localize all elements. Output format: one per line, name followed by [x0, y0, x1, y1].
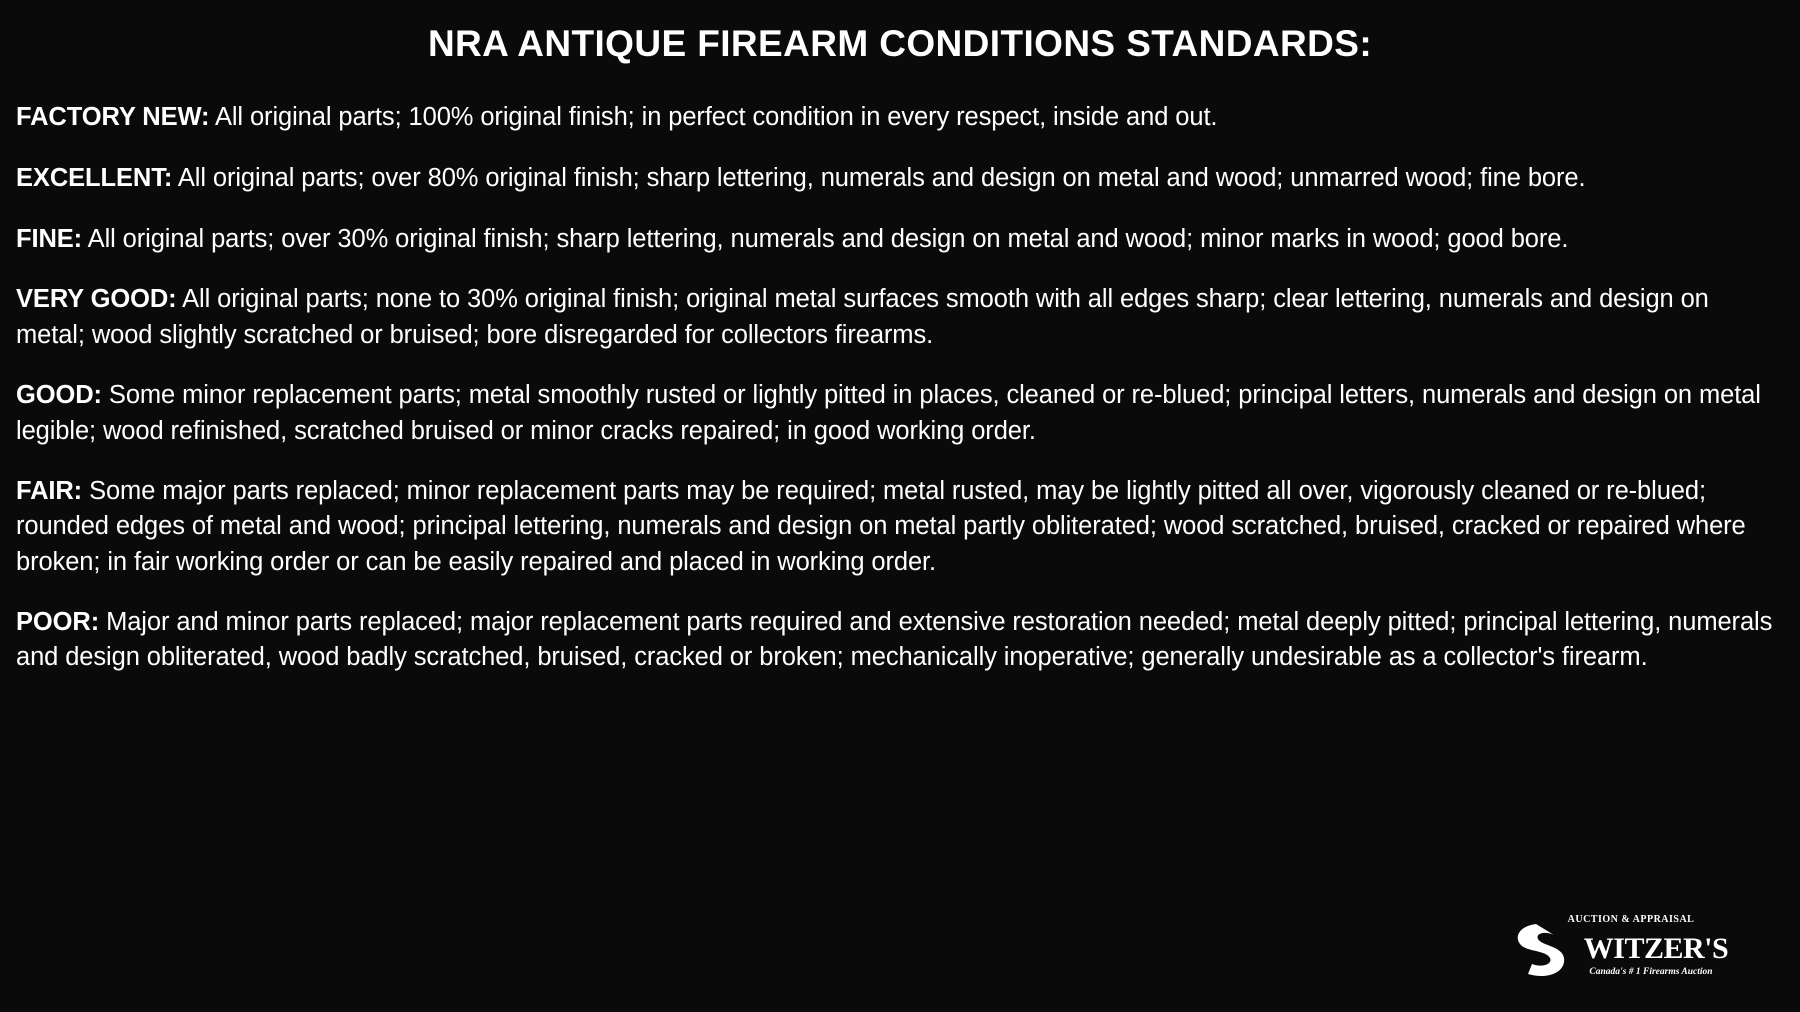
logo-top-text: AUCTION & APPRAISAL [1567, 914, 1695, 925]
condition-description: All original parts; over 30% original finish; sharp lettering, numerals and design on metal and wood; minor marks in wood; good bore. [82, 224, 1569, 253]
condition-description: Some minor replacement parts; metal smoothly rusted or lightly pitted in places, cleaned or re-blued; principal letters, numerals and design on metal legible; wood refinished, scratched bruised or minor cracks repaired; in good working order. [16, 381, 1761, 445]
condition-term: FAIR: [16, 477, 83, 506]
list-item [16, 222, 1784, 257]
page-title: NRA ANTIQUE FIREARM CONDITIONS STANDARDS: [427, 23, 1373, 64]
list-item [16, 100, 1784, 135]
list-item [16, 161, 1784, 196]
switzers-logo [1506, 906, 1756, 982]
logo-main-text: WITZER'S [1583, 932, 1729, 965]
list-item [16, 474, 1784, 580]
condition-term: POOR: [16, 608, 100, 637]
condition-term: FACTORY NEW: [16, 103, 210, 132]
condition-description: All original parts; 100% original finish; in perfect condition in every respect, inside and out. [209, 103, 1218, 132]
condition-description: All original parts; over 80% original finish; sharp lettering, numerals and design on metal and wood; unmarred wood; fine bore. [172, 164, 1586, 193]
condition-term: EXCELLENT: [16, 164, 173, 193]
logo-tagline: Canada's # 1 Firearms Auction [1589, 967, 1713, 977]
list-item [16, 605, 1784, 675]
condition-standards-list [12, 100, 1788, 675]
list-item [16, 378, 1784, 448]
condition-description: Some major parts replaced; minor replacement parts may be required; metal rusted, may be lightly pitted all over, vigorously cleaned or re-blued; rounded edges of metal and wood; principal lettering, numerals and design on metal partly obliterated; wood scratched, bruised, cracked or repaired where broken; in fair working order or can be easily repaired and placed in working order. [16, 477, 1746, 576]
condition-description: Major and minor parts replaced; major replacement parts required and extensive restoration needed; metal deeply pitted; principal lettering, numerals and design obliterated, wood badly scratched, bruised, cracked or broken; mechanically inoperative; generally undesirable as a collector's firearm. [16, 608, 1773, 672]
condition-term: FINE: [16, 224, 83, 253]
condition-description: All original parts; none to 30% original finish; original metal surfaces smooth with all edges sharp; clear lettering, numerals and design on metal; wood slightly scratched or bruised; bore disregarded for collectors firearms. [16, 285, 1709, 349]
condition-term: VERY GOOD: [16, 285, 177, 314]
condition-term: GOOD: [16, 381, 102, 410]
logo-s-swoosh [1518, 924, 1564, 976]
list-item [16, 282, 1784, 352]
